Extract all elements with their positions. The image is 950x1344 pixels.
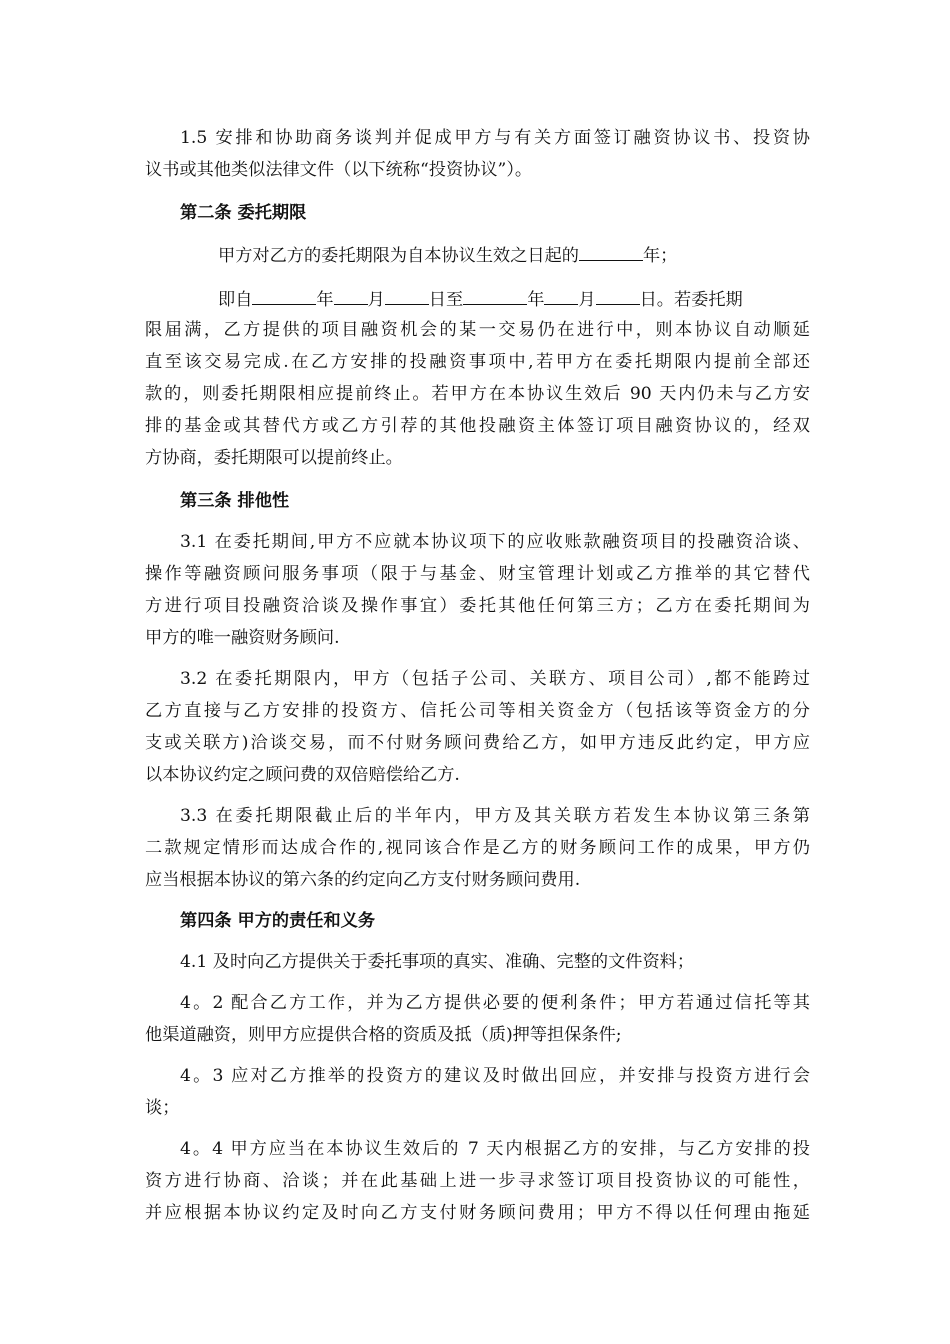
clause-4-4-line-2: 资方进行协商、洽谈；并在此基础上进一步寻求签订项目投资协议的可能性， (145, 1171, 810, 1191)
clause-3-2-line-1: 3.2 在委托期限内，甲方（包括子公司、关联方、项目公司）,都不能跨过 (180, 669, 810, 689)
clause-3-2-line-3: 支或关联方)洽谈交易，而不付财务顾问费给乙方，如甲方违反此约定，甲方应 (145, 733, 810, 753)
article-2-line-5: 款的，则委托期限相应提前终止。若甲方在本协议生效后 90 天内仍未与乙方安 (145, 384, 810, 404)
article-2-heading: 第二条 委托期限 (180, 203, 307, 223)
day-to-label: 日至 (428, 290, 464, 310)
clause-3-1-line-1: 3.1 在委托期间,甲方不应就本协议项下的应收账款融资项目的投融资洽谈、 (180, 532, 810, 552)
year-label-2: 年 (527, 290, 545, 310)
clause-3-3-line-3: 应当根据本协议的第六条的约定向乙方支付财务顾问费用. (145, 870, 581, 890)
start-year-blank (252, 286, 316, 305)
end-month-blank (544, 286, 578, 305)
clause-3-1-line-3: 方进行项目投融资洽谈及操作事宜）委托其他任何第三方；乙方在委托期间为 (145, 596, 810, 616)
end-year-blank (463, 286, 527, 305)
clause-4-2-line-1: 4。2 配合乙方工作，并为乙方提供必要的便利条件；甲方若通过信托等其 (180, 993, 810, 1013)
article-2-line-7: 方协商，委托期限可以提前终止。 (145, 448, 403, 468)
clause-4-1: 4.1 及时向乙方提供关于委托事项的真实、准确、完整的文件资料； (180, 952, 695, 972)
term-years-blank (579, 242, 643, 261)
clause-4-4-line-3: 并应根据本协议约定及时向乙方支付财务顾问费用；甲方不得以任何理由拖延 (145, 1203, 810, 1223)
month-label: 月 (367, 290, 385, 310)
article-2-line-3: 限届满，乙方提供的项目融资机会的某一交易仍在进行中，则本协议自动顺延 (145, 320, 810, 340)
start-day-blank (385, 286, 429, 305)
start-month-blank (334, 286, 368, 305)
end-day-blank (596, 286, 640, 305)
clause-4-4-line-1: 4。4 甲方应当在本协议生效后的 7 天内根据乙方的安排，与乙方安排的投 (180, 1139, 810, 1159)
year-label: 年 (316, 290, 334, 310)
term-text: 甲方对乙方的委托期限为自本协议生效之日起的 (218, 246, 579, 266)
article-2-line-4: 直至该交易完成.在乙方安排的投融资事项中,若甲方在委托期限内提前全部还 (145, 352, 810, 372)
clause-3-1-line-4: 甲方的唯一融资财务顾问. (145, 628, 340, 648)
article-2-term-line (218, 242, 810, 268)
clause-1-5-line-2: 议书或其他类似法律文件（以下统称“投资协议”）。 (145, 160, 533, 180)
clause-1-5-line-1: 1.5 安排和协助商务谈判并促成甲方与有关方面签订融资协议书、投资协 (180, 128, 810, 148)
clause-4-2-line-2: 他渠道融资，则甲方应提供合格的资质及抵（质)押等担保条件; (145, 1025, 622, 1045)
article-4-heading: 第四条 甲方的责任和义务 (180, 911, 376, 931)
term-year-unit: 年； (642, 246, 678, 266)
date-line-end: 日。若委托期 (639, 290, 743, 310)
clause-4-3-line-2: 谈； (145, 1098, 180, 1118)
date-from-label: 即自 (218, 290, 253, 310)
clause-3-3-line-2: 二款规定情形而达成合作的,视同该合作是乙方的财务顾问工作的成果，甲方仍 (145, 838, 810, 858)
clause-3-1-line-2: 操作等融资顾问服务事项（限于与基金、财宝管理计划或乙方推举的其它替代 (145, 564, 810, 584)
article-2-line-6: 排的基金或其替代方或乙方引荐的其他投融资主体签订项目融资协议的，经双 (145, 416, 810, 436)
clause-3-2-line-4: 以本协议约定之顾问费的双倍赔偿给乙方. (145, 765, 460, 785)
article-2-date-line (218, 286, 810, 312)
clause-3-3-line-1: 3.3 在委托期限截止后的半年内，甲方及其关联方若发生本协议第三条第 (180, 806, 810, 826)
clause-3-2-line-2: 乙方直接与乙方安排的投资方、信托公司等相关资金方（包括该等资金方的分 (145, 701, 810, 721)
article-3-heading: 第三条 排他性 (180, 491, 290, 511)
month-label-2: 月 (578, 290, 596, 310)
clause-4-3-line-1: 4。3 应对乙方推举的投资方的建议及时做出回应，并安排与投资方进行会 (180, 1066, 810, 1086)
